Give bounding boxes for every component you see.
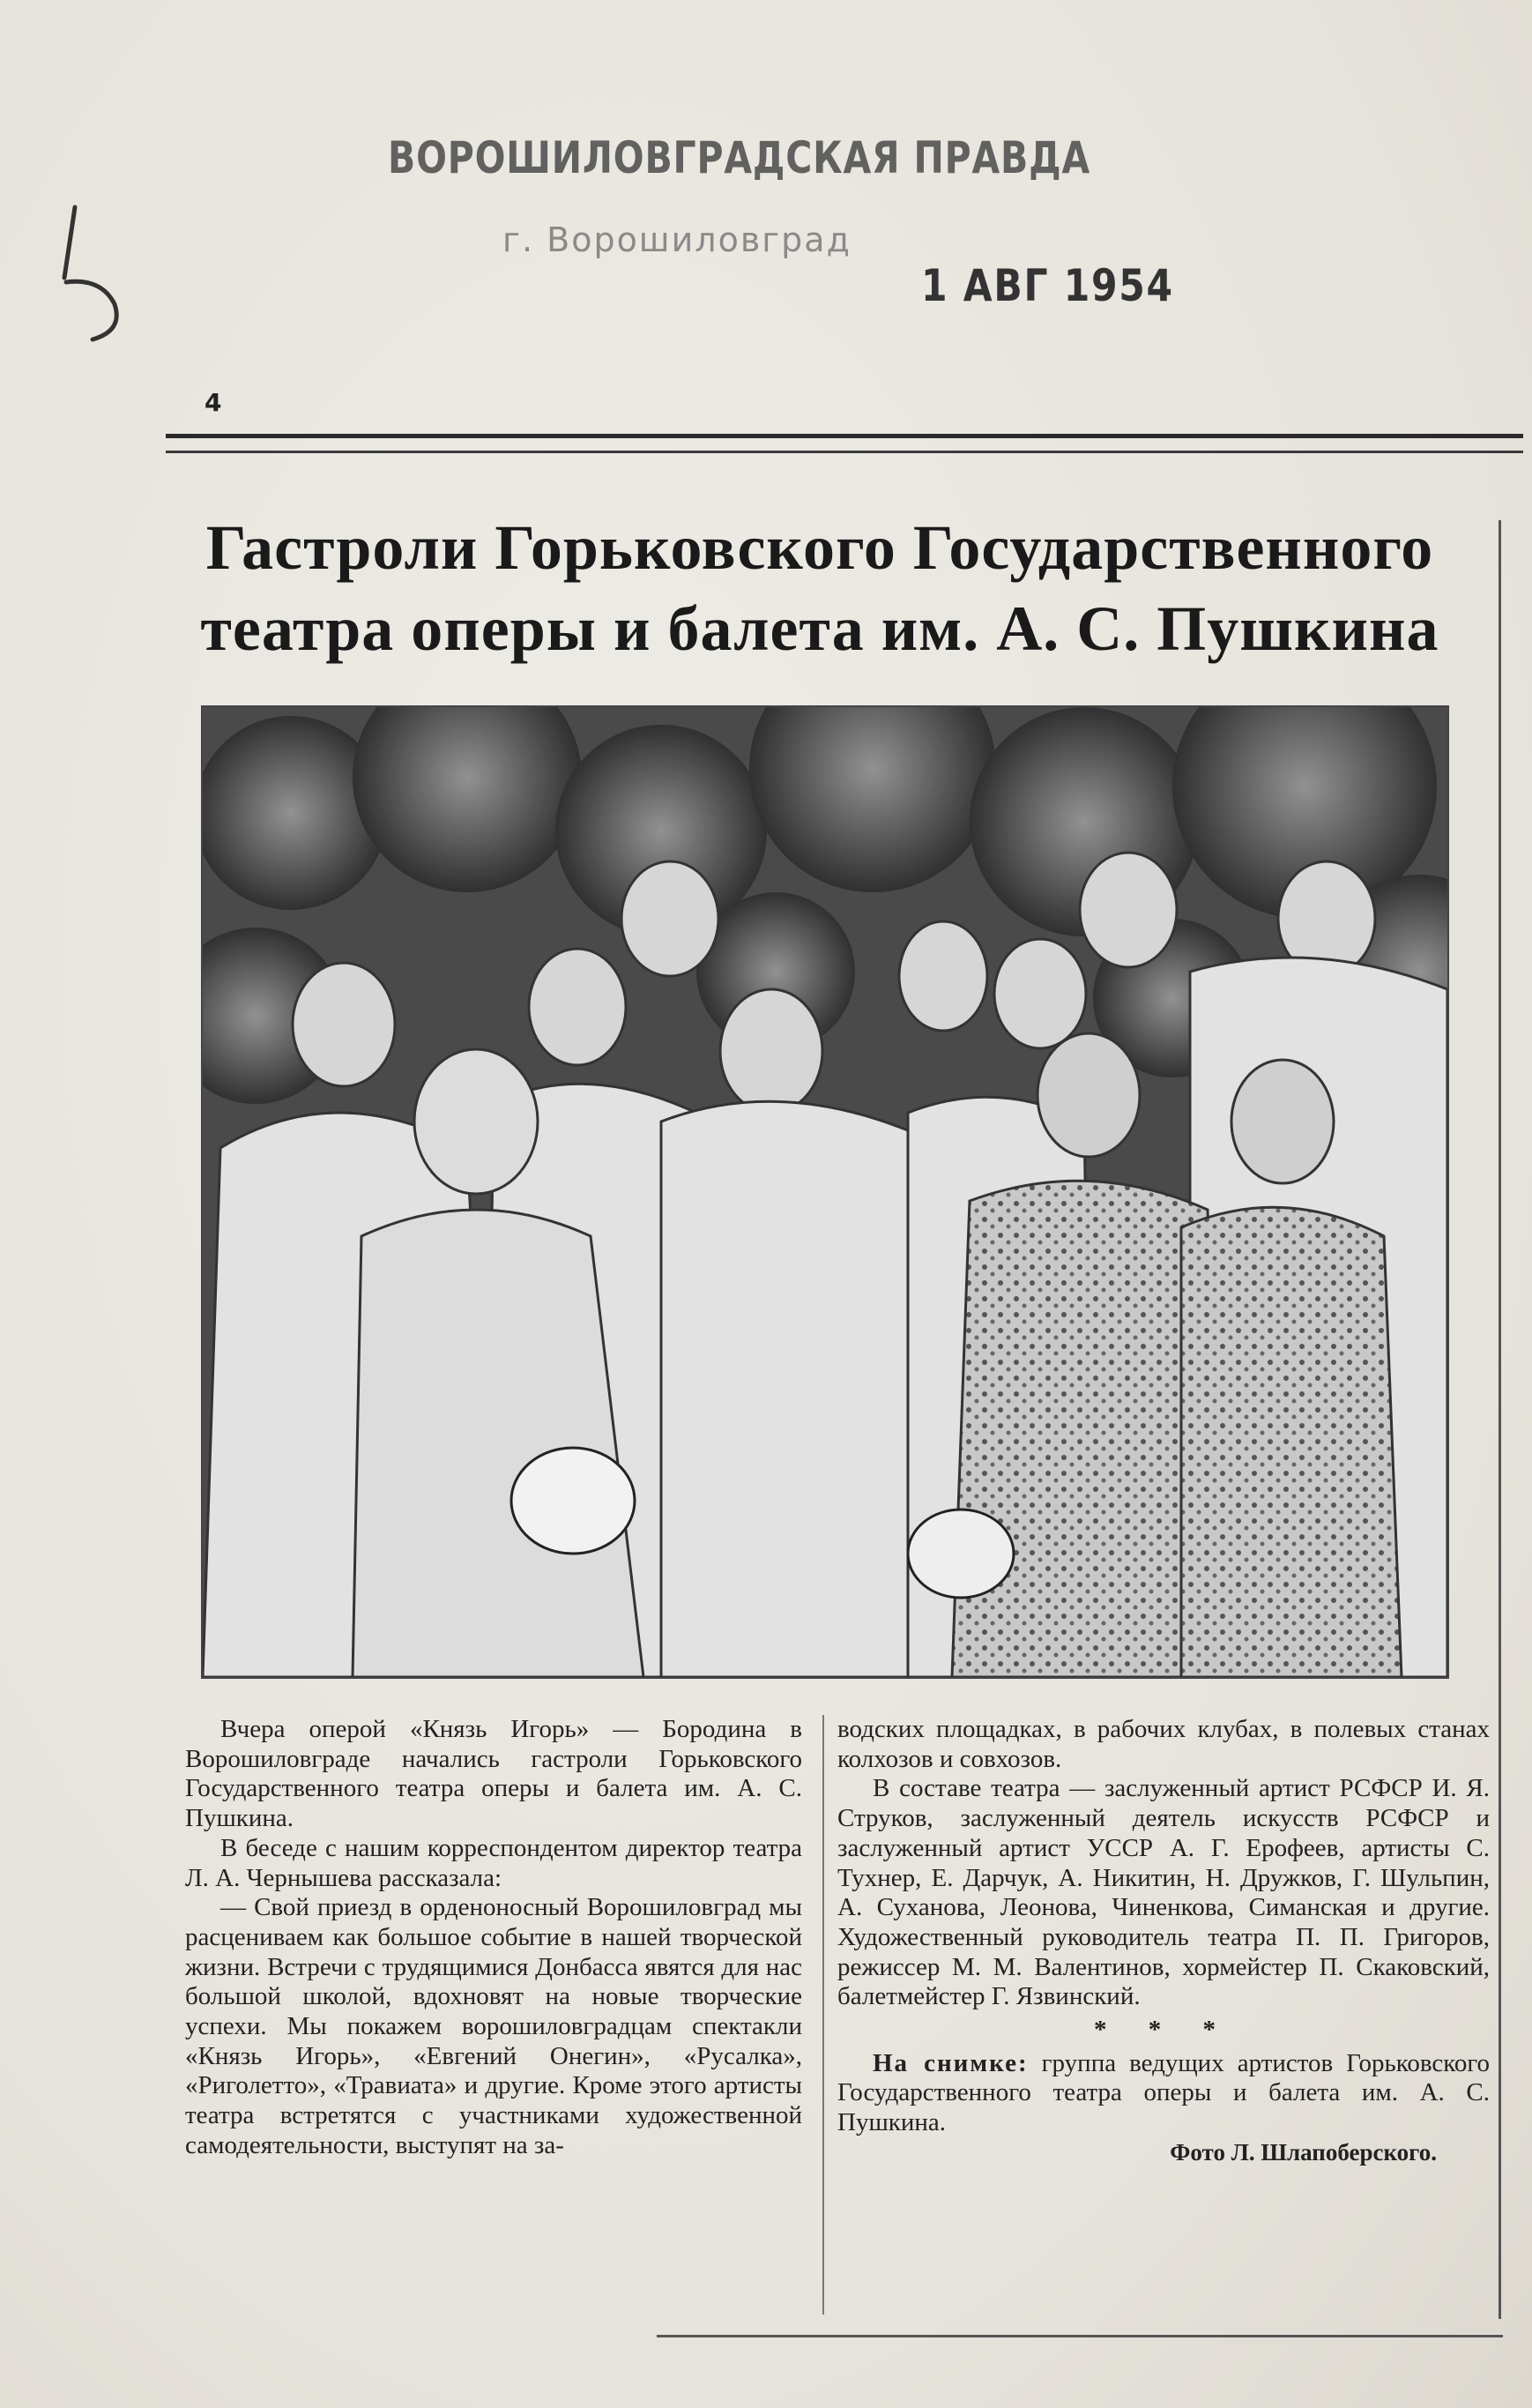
article-right-column <box>837 1715 1490 2168</box>
column-divider <box>822 1715 824 2315</box>
headline-line-2: театра оперы и балета им. А. С. Пушкина <box>200 593 1439 664</box>
top-rule <box>166 434 1523 453</box>
paragraph: В беседе с нашим корреспондентом директор театра Л. А. Чернышева рассказала: <box>185 1833 802 1892</box>
headline-line-1: Гастроли Горьковского Государственного <box>205 512 1434 583</box>
paragraph: водских площадках, в рабочих клубах, в полевых станах колхозов и совхозов. <box>837 1715 1490 1773</box>
article-headline <box>141 507 1499 669</box>
photo-credit: Фото Л. Шлапоберского. <box>1170 2138 1437 2166</box>
caption-text: группа ведущих артистов Горьковского Государственного театра оперы и балета им. А. С. Пушкина. <box>837 2048 1491 2137</box>
paragraph: Вчера оперой «Князь Игорь» — Бородина в Ворошиловграде начались гастроли Горьковского Государственного театра оперы и балета им. А. С. Пушкина. <box>185 1715 802 1833</box>
paragraph: В составе театра — заслуженный артист РСФСР И. Я. Струков, заслуженный деятель искусств РСФСР и заслуженный артист УССР А. Г. Ерофеев, артисты С. Тухнер, Е. Дарчук, А. Никитин, Н. Дружков, Г. Шульпин, А. Суханова, Леонова, Чиненкова, Симанская и другие. Художественный руководитель театра П. П. Григоров, режиссер М. М. Валентинов, хормейстер П. Скаковский, балетмейстер Г. Язвинский. <box>837 1774 1490 2011</box>
paragraph: — Свой приезд в орденоносный Ворошиловград мы расцениваем как большое событие в нашей творческой жизни. Встречи с трудящимися Донбасса явятся для нас большой школой, вдохновят на новые творческие успехи. Мы покажем ворошиловградцам спектакли «Князь Игорь», «Евгений Онегин», «Русалка», «Риголетто», «Травиата» и другие. Кроме этого артисты театра встретятся с участниками художественной самодеятельности, выступят на за- <box>185 1893 802 2159</box>
pencil-mark <box>48 198 145 348</box>
date-stamp: 1 АВГ 1954 <box>921 260 1174 311</box>
section-separator: * * * <box>1094 2016 1233 2045</box>
article-left-column <box>185 1715 802 2161</box>
city-stamp: г. Ворошиловград <box>502 220 852 259</box>
right-border-rule <box>1499 520 1501 2319</box>
photo-caption <box>837 2049 1490 2138</box>
bottom-rule <box>657 2335 1503 2337</box>
page-number: 4 <box>205 388 222 417</box>
group-photo <box>201 705 1449 1679</box>
caption-lead: На снимке: <box>873 2048 1029 2077</box>
newspaper-name-stamp: ВОРОШИЛОВГРАДСКАЯ ПРАВДА <box>388 132 1091 183</box>
